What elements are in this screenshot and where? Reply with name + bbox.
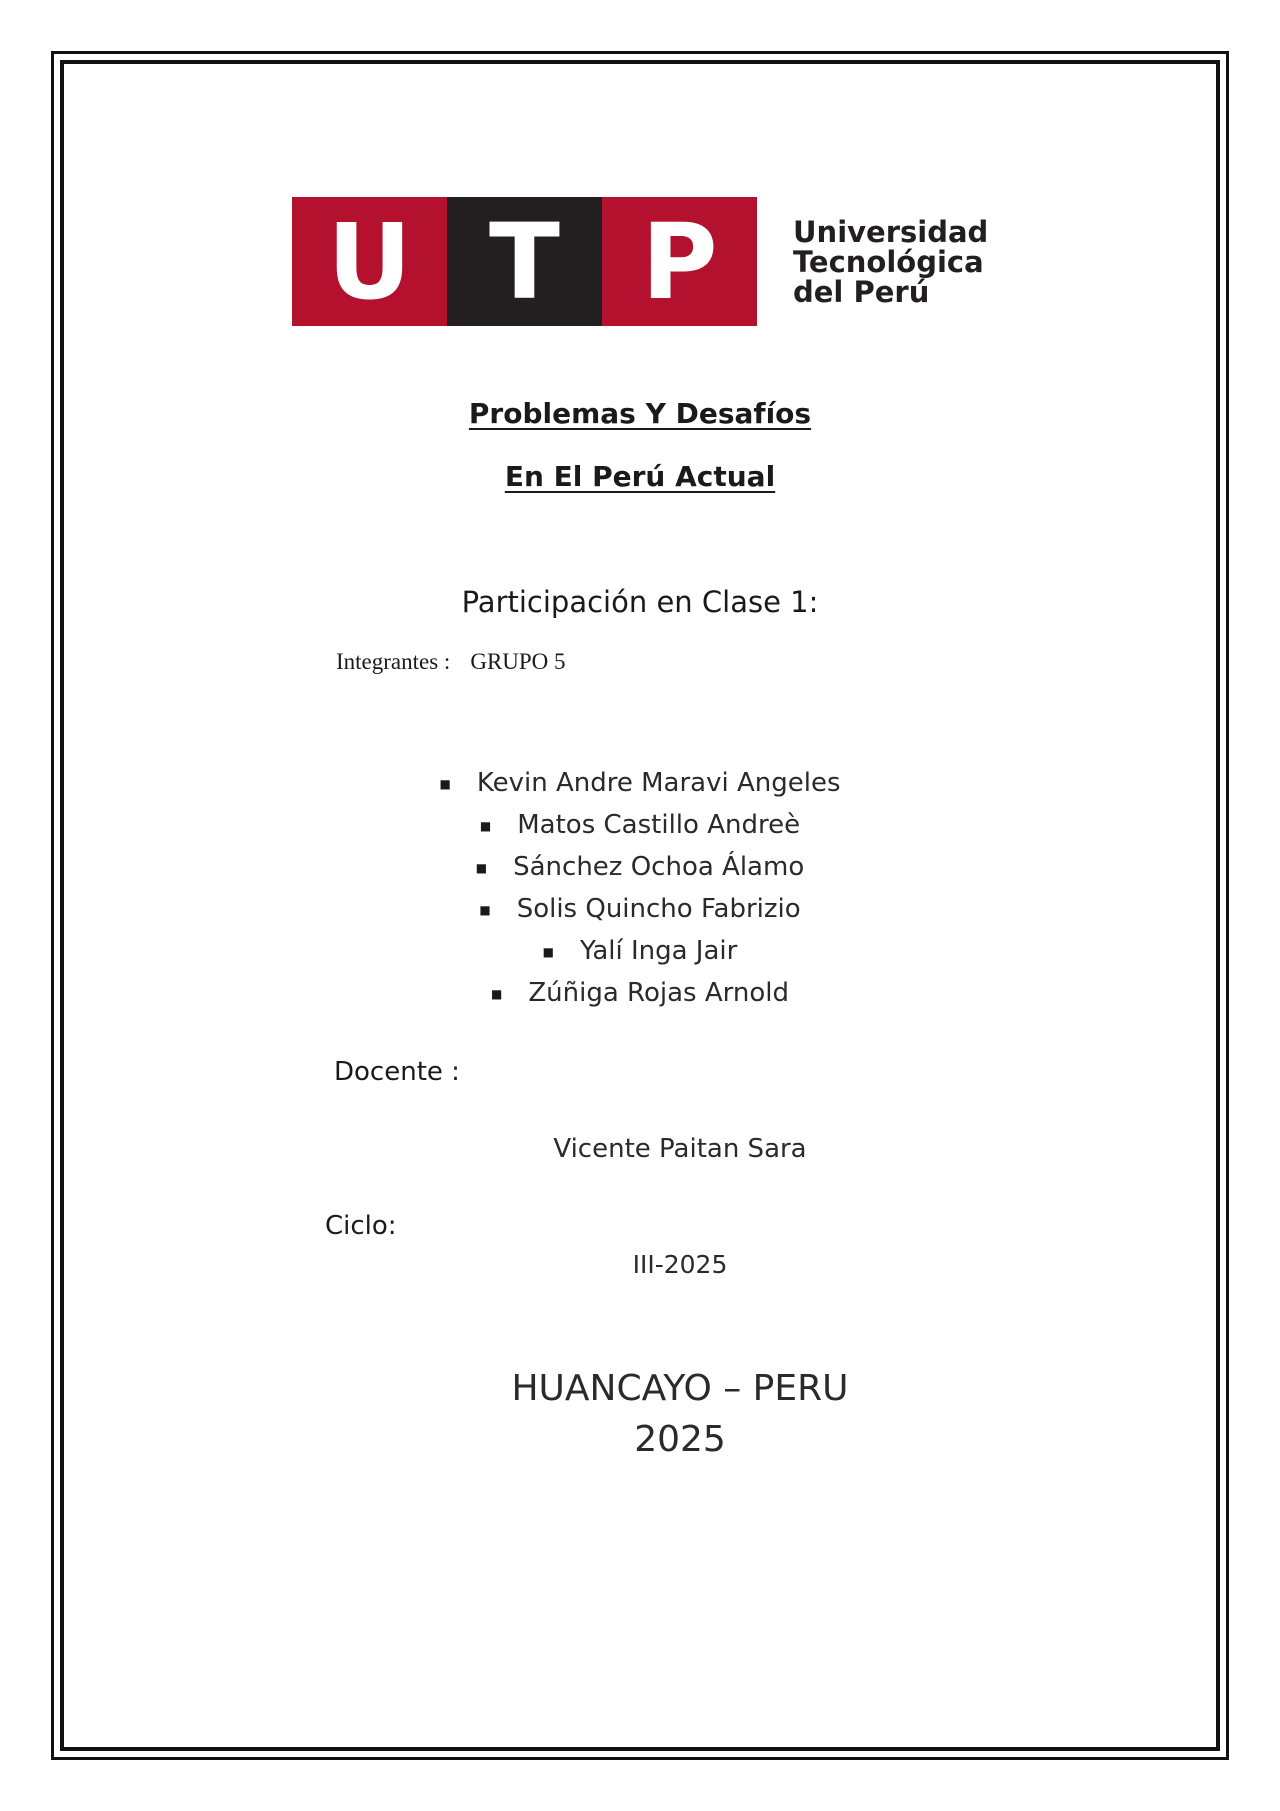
member-name: Solis Quincho Fabrizio [516, 894, 801, 924]
list-item [0, 846, 1280, 888]
logo-name-line: Universidad [793, 214, 989, 249]
bullet-icon: ■ [439, 776, 451, 791]
document-title-line-1: Problemas Y Desafíos [468, 397, 812, 430]
member-name: Sánchez Ochoa Álamo [513, 852, 805, 882]
utp-logo [292, 197, 988, 326]
year: 2025 [634, 1419, 726, 1460]
bullet-icon: ■ [475, 860, 488, 875]
logo-name-line: Tecnológica [793, 244, 984, 279]
list-item [0, 804, 1280, 846]
bullet-icon: ■ [542, 944, 555, 959]
logo-letter-t: T [447, 197, 602, 326]
integrantes-label: Integrantes : [336, 649, 451, 674]
bullet-icon: ■ [479, 902, 491, 917]
list-item [0, 762, 1280, 804]
group-name: GRUPO 5 [470, 649, 566, 674]
bullet-icon: ■ [491, 986, 503, 1001]
member-name: Yalí Inga Jair [580, 936, 738, 966]
docente-name: Vicente Paitan Sara [553, 1134, 807, 1164]
logo-university-name [793, 214, 989, 309]
document-subtitle: Participación en Clase 1: [461, 585, 819, 619]
logo-letter-p: P [602, 197, 757, 326]
member-name: Zúñiga Rojas Arnold [528, 978, 789, 1008]
list-item [0, 930, 1280, 972]
integrantes-line [336, 649, 566, 675]
list-item [0, 972, 1280, 1014]
logo-letter-u: U [292, 197, 447, 326]
document-title-line-2: En El Perú Actual [504, 460, 776, 493]
member-name: Matos Castillo Andreè [517, 810, 801, 840]
city-country: HUANCAYO – PERU [511, 1368, 849, 1409]
ciclo-label: Ciclo: [325, 1211, 397, 1241]
list-item [0, 888, 1280, 930]
docente-label: Docente : [334, 1057, 460, 1087]
bullet-icon: ■ [479, 818, 492, 833]
member-name: Kevin Andre Maravi Angeles [476, 768, 841, 798]
logo-name-line: del Perú [793, 274, 930, 309]
ciclo-value: III-2025 [632, 1250, 728, 1279]
members-list [0, 762, 1280, 1014]
